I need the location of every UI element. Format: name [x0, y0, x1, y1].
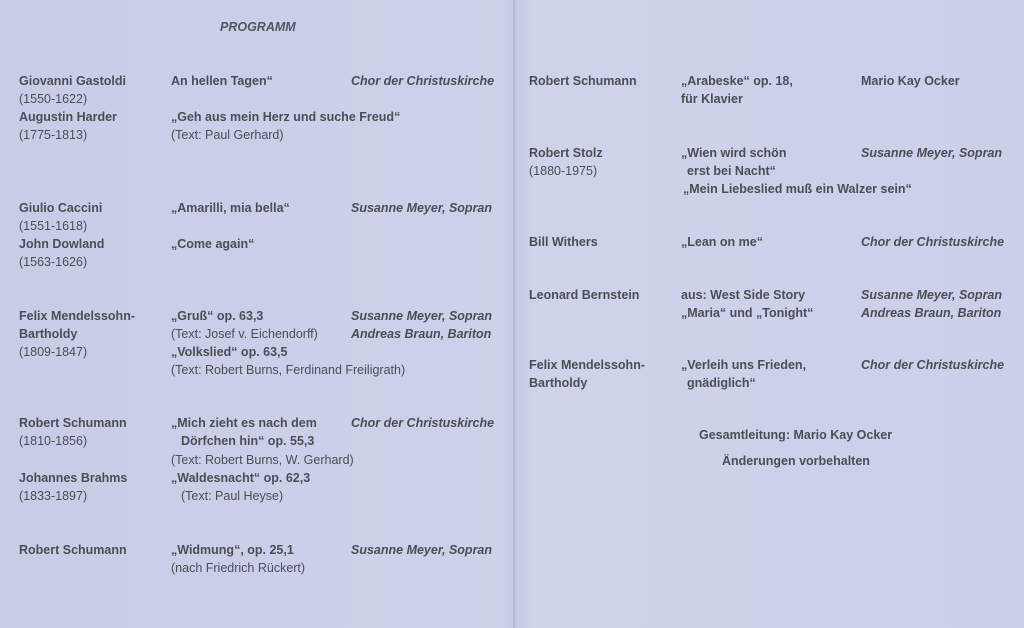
composer-years: (1833-1897)	[19, 489, 88, 503]
page-title: PROGRAMM	[220, 20, 296, 34]
work-title: „Verleih uns Frieden,	[681, 358, 807, 372]
fold-line	[513, 0, 515, 628]
work-title: „Volkslied“ op. 63,5	[171, 345, 288, 359]
composer-years: (1563-1626)	[19, 255, 88, 269]
work-title-cont: gnädiglich“	[687, 376, 756, 390]
performer: Mario Kay Ocker	[861, 74, 960, 88]
work-title: „Maria“ und „Tonight“	[681, 306, 814, 320]
work-title-cont: Dörfchen hin“ op. 55,3	[181, 434, 315, 448]
work-title: An hellen Tagen“	[171, 74, 273, 88]
composer-name: Bill Withers	[529, 235, 598, 249]
work-text: (Text: Robert Burns, Ferdinand Freiligrath)	[171, 363, 406, 377]
composer-name: Giulio Caccini	[19, 201, 103, 215]
composer-name: John Dowland	[19, 237, 105, 251]
work-text: (Text: Josef v. Eichendorff)	[171, 327, 318, 341]
composer-name-cont: Bartholdy	[529, 376, 588, 390]
performer: Susanne Meyer, Sopran	[861, 288, 1003, 302]
composer-years: (1880-1975)	[529, 164, 598, 178]
performer: Chor der Christuskirche	[861, 358, 1005, 372]
composer-name: Augustin Harder	[19, 110, 117, 124]
work-text: (Text: Robert Burns, W. Gerhard)	[171, 453, 354, 467]
composer-name: Robert Schumann	[529, 74, 637, 88]
work-title: „Lean on me“	[681, 235, 763, 249]
composer-name: Felix Mendelssohn-	[19, 309, 135, 323]
composer-name: Giovanni Gastoldi	[19, 74, 126, 88]
composer-years: (1809-1847)	[19, 345, 88, 359]
composer-name: Robert Schumann	[19, 416, 127, 430]
work-title: „Amarilli, mia bella“	[171, 201, 290, 215]
work-title: „Arabeske“ op. 18,	[681, 74, 793, 88]
composer-name: Robert Stolz	[529, 146, 603, 160]
work-title: „Mein Liebeslied muß ein Walzer sein“	[683, 182, 912, 196]
composer-name: Felix Mendelssohn-	[529, 358, 645, 372]
work-title: „Mich zieht es nach dem	[171, 416, 317, 430]
performer: Susanne Meyer, Sopran	[351, 543, 493, 557]
direction-credit: Gesamtleitung: Mario Kay Ocker	[699, 428, 893, 442]
performer: Andreas Braun, Bariton	[351, 327, 492, 341]
work-title: „Wien wird schön	[681, 146, 787, 160]
work-title-cont: erst bei Nacht“	[687, 164, 776, 178]
changes-note: Änderungen vorbehalten	[722, 454, 870, 468]
performer: Susanne Meyer, Sopran	[861, 146, 1003, 160]
work-text: (Text: Paul Heyse)	[181, 489, 284, 503]
performer: Chor der Christuskirche	[861, 235, 1005, 249]
work-text: (Text: Paul Gerhard)	[171, 128, 284, 142]
composer-name: Johannes Brahms	[19, 471, 128, 485]
work-title: „Come again“	[171, 237, 255, 251]
work-title: „Geh aus mein Herz und suche Freud“	[171, 110, 401, 124]
performer: Susanne Meyer, Sopran	[351, 309, 493, 323]
work-title: „Waldesnacht“ op. 62,3	[171, 471, 311, 485]
performer: Chor der Christuskirche	[351, 416, 495, 430]
performer: Andreas Braun, Bariton	[861, 306, 1002, 320]
performer: Chor der Christuskirche	[351, 74, 495, 88]
composer-years: (1775-1813)	[19, 128, 88, 142]
composer-years: (1810-1856)	[19, 434, 88, 448]
composer-name-cont: Bartholdy	[19, 327, 78, 341]
performer: Susanne Meyer, Sopran	[351, 201, 493, 215]
work-text: (nach Friedrich Rückert)	[171, 561, 306, 575]
work-title-cont: für Klavier	[681, 92, 743, 106]
composer-name: Robert Schumann	[19, 543, 127, 557]
work-title: „Gruß“ op. 63,3	[171, 309, 264, 323]
work-title: aus: West Side Story	[681, 288, 806, 302]
work-title: „Widmung“, op. 25,1	[171, 543, 294, 557]
composer-years: (1551-1618)	[19, 219, 88, 233]
composer-name: Leonard Bernstein	[529, 288, 640, 302]
composer-years: (1550-1622)	[19, 92, 88, 106]
